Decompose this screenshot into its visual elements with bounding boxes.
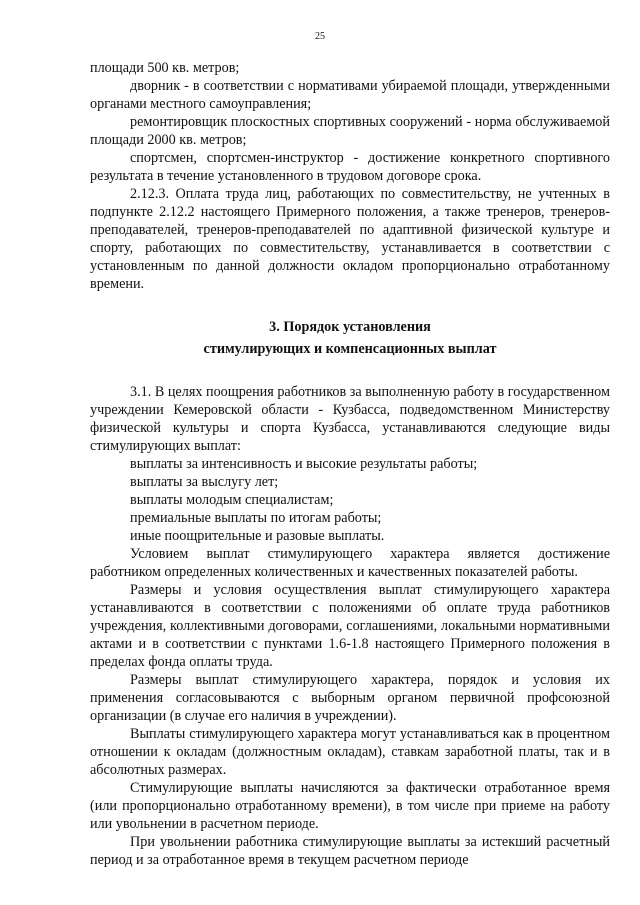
- paragraph: ремонтировщик плоскостных спортивных сооружений - норма обслуживаемой площади 2000 кв. метров;: [90, 114, 610, 148]
- section-heading: [90, 316, 610, 360]
- page-content: [90, 59, 610, 869]
- paragraph: Размеры выплат стимулирующего характера, порядок и условия их применения согласовываются с выборным органом первичной профсоюзной организации (в случае его наличия в учреждении).: [90, 672, 610, 724]
- paragraph: Условием выплат стимулирующего характера является достижение работником определенных количественных и качественных показателей работы.: [90, 546, 610, 580]
- list-item: выплаты молодым специалистам;: [130, 492, 334, 508]
- paragraph: Выплаты стимулирующего характера могут устанавливаться как в процентном отношении к окладам (должностным окладам), ставкам заработной платы, так и в абсолютных размерах.: [90, 726, 610, 778]
- paragraph: площади 500 кв. метров;: [90, 60, 240, 76]
- list-item: выплаты за интенсивность и высокие результаты работы;: [130, 456, 478, 472]
- section-heading-line2: стимулирующих и компенсационных выплат: [203, 341, 497, 357]
- paragraph: Размеры и условия осуществления выплат стимулирующего характера устанавливаются в соответствии с положениями об оплате труда работников учреждения, коллективными договорами, соглашениями, локальными нормативными актами и в соответствии с пунктами 1.6-1.8 настоящего Примерного положения в пределах фонда оплаты труда.: [90, 582, 610, 670]
- paragraph: Стимулирующие выплаты начисляются за фактически отработанное время (или пропорционально отработанному времени), в том числе при приеме на работу или увольнении в расчетном периоде.: [90, 780, 610, 832]
- paragraph: При увольнении работника стимулирующие выплаты за истекший расчетный период и за отработанное время в текущем расчетном периоде: [90, 834, 610, 868]
- list-item: иные поощрительные и разовые выплаты.: [130, 528, 385, 544]
- paragraph: 2.12.3. Оплата труда лиц, работающих по совместительству, не учтенных в подпункте 2.12.2 настоящего Примерного положения, а также тренеров, тренеров-преподавателей, тренеров-преподавателей по адаптивной физической культуре и спорту, работающих по совместительству, устанавливается в соответствии с установленным по данной должности окладом пропорционально отработанному времени.: [90, 186, 610, 292]
- intro-paragraph: 3.1. В целях поощрения работников за выполненную работу в государственном учреждении Кемеровской области - Кузбасса, подведомственном Министерству физической культуры и спорта Кузбасса, устанавливаются следующие виды стимулирующих выплат:: [90, 384, 610, 454]
- paragraph: спортсмен, спортсмен-инструктор - достижение конкретного спортивного результата в течение установленного в трудовом договоре срока.: [90, 150, 610, 184]
- paragraph: дворник - в соответствии с нормативами убираемой площади, утвержденными органами местного самоуправления;: [90, 78, 610, 112]
- list-item: выплаты за выслугу лет;: [130, 474, 279, 490]
- section-heading-line1: 3. Порядок установления: [269, 319, 431, 335]
- list-item: премиальные выплаты по итогам работы;: [130, 510, 382, 526]
- page-number: 25: [315, 31, 325, 42]
